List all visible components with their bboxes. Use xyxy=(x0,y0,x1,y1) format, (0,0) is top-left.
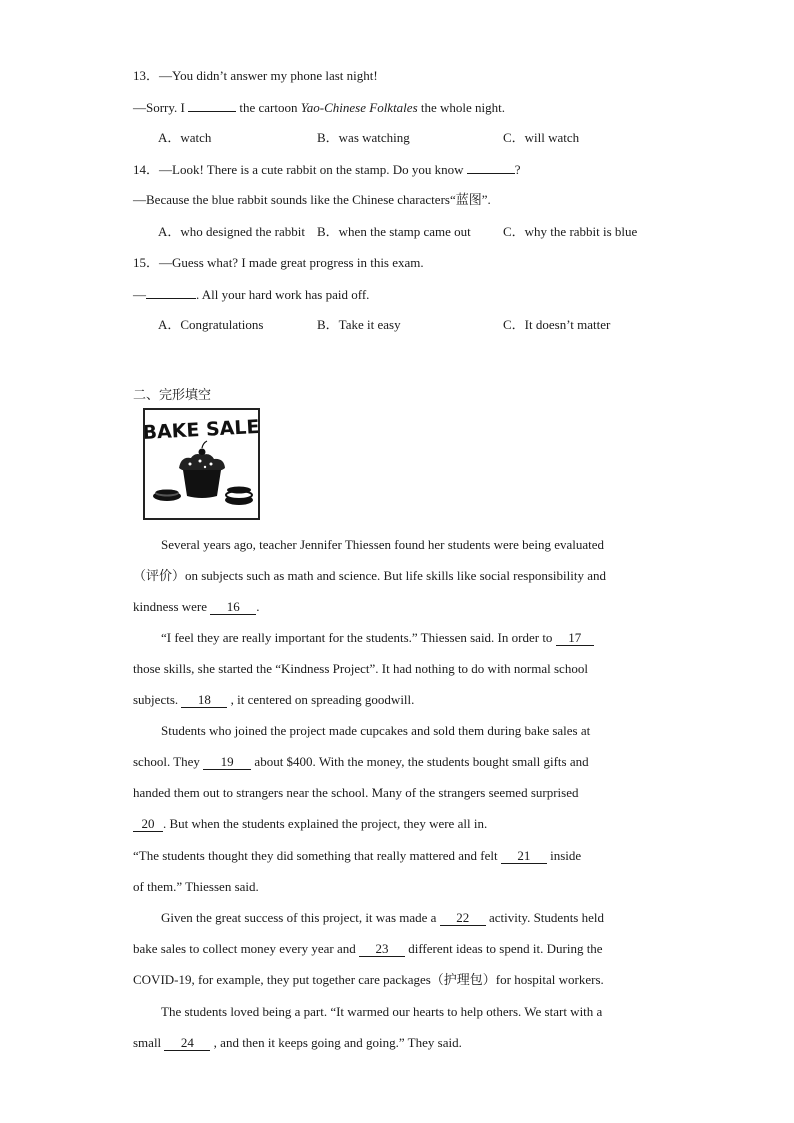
q14-text1-post: ? xyxy=(514,162,521,177)
passage-text: about $400. With the money, the students bought small gifts and xyxy=(251,754,589,769)
q14-number: 14． xyxy=(133,162,160,177)
q13-text1: —You didn’t answer my phone last night! xyxy=(159,68,378,83)
q15-text1: —Guess what? I made great progress in this exam. xyxy=(159,255,424,270)
passage-line-2c xyxy=(133,692,661,708)
cupcake-icon xyxy=(183,470,221,498)
passage-text: inside xyxy=(546,848,582,863)
q15-number: 15． xyxy=(133,255,160,270)
q15-blank[interactable] xyxy=(146,286,196,299)
blank-16[interactable]: 16 xyxy=(210,600,256,615)
passage-text: kindness were xyxy=(133,599,211,614)
q13-text2-post: the whole night. xyxy=(417,100,506,115)
q13-number: 13． xyxy=(133,68,160,83)
passage-text: different ideas to spend it. During the xyxy=(404,941,603,956)
passage-text: . But when the students explained the project, they were all in. xyxy=(163,816,488,831)
q14-option-c[interactable]: C．why the rabbit is blue xyxy=(503,224,638,239)
q13-cartoon-title: Yao-Chinese Folktales xyxy=(300,100,418,115)
passage-text: school. They xyxy=(133,754,204,769)
passage-line-1c xyxy=(133,599,661,615)
bake-sale-illustration xyxy=(145,410,258,518)
passage-line-3a: Students who joined the project made cupcakes and sold them during bake sales at xyxy=(161,723,591,738)
passage-line-5c: COVID-19, for example, they put together care packages（护理包）for hospital workers. xyxy=(133,972,604,987)
passage-line-3d xyxy=(133,816,661,832)
q15-option-b[interactable]: B．Take it easy xyxy=(317,317,401,332)
q14-text1-pre: —Look! There is a cute rabbit on the stamp. Do you know xyxy=(159,162,467,177)
blank-19[interactable]: 19 xyxy=(203,755,251,770)
blank-24[interactable]: 24 xyxy=(164,1036,210,1051)
q15-option-c[interactable]: C．It doesn’t matter xyxy=(503,317,611,332)
q15-line1 xyxy=(133,255,424,271)
q14-line2: —Because the blue rabbit sounds like the Chinese characters“蓝图”. xyxy=(133,192,491,207)
passage-text: , it centered on spreading goodwill. xyxy=(227,692,415,707)
passage-line-4a xyxy=(133,848,661,864)
bake-sale-logo-text: BAKE SALE xyxy=(145,415,258,445)
passage-line-3b xyxy=(133,754,661,770)
blank-21[interactable]: 21 xyxy=(501,849,547,864)
q15-text2-post: . All your hard work has paid off. xyxy=(196,287,370,302)
q13-option-c[interactable]: C．will watch xyxy=(503,130,580,145)
q14-blank[interactable] xyxy=(467,161,515,174)
passage-text: “The students thought they did something that really mattered and felt xyxy=(133,848,501,863)
q13-blank[interactable] xyxy=(188,99,236,112)
passage-line-2a xyxy=(133,630,661,646)
passage-text: “I feel they are really important for the students.” Thiessen said. In order to xyxy=(161,630,556,645)
passage-line-5a xyxy=(133,910,661,926)
blank-22[interactable]: 22 xyxy=(440,911,486,926)
q13-option-a[interactable]: A．watch xyxy=(158,130,212,145)
passage-line-2b: those skills, she started the “Kindness Project”. It had nothing to do with normal school xyxy=(133,661,588,676)
passage-line-4b: of them.” Thiessen said. xyxy=(133,879,259,894)
q15-text2-pre: — xyxy=(133,287,146,302)
passage-line-3c: handed them out to strangers near the school. Many of the strangers seemed surprised xyxy=(133,785,579,800)
q13-text2-pre: —Sorry. I xyxy=(133,100,189,115)
passage-line-6a: The students loved being a part. “It warmed our hearts to help others. We start with a xyxy=(161,1004,603,1019)
passage-text: small xyxy=(133,1035,165,1050)
passage-text: Given the great success of this project, it was made a xyxy=(161,910,440,925)
blank-23[interactable]: 23 xyxy=(359,942,405,957)
passage-text: , and then it keeps going and going.” They said. xyxy=(210,1035,462,1050)
q14-line1 xyxy=(133,161,521,178)
q15-line2 xyxy=(133,286,369,303)
passage-text: . xyxy=(256,599,260,614)
passage-text: subjects. xyxy=(133,692,182,707)
passage-line-6b xyxy=(133,1035,661,1051)
passage-line-5b xyxy=(133,941,661,957)
q13-line2 xyxy=(133,99,505,116)
bake-sale-image xyxy=(143,408,260,520)
blank-18[interactable]: 18 xyxy=(181,693,227,708)
q13-text2-mid: the cartoon xyxy=(236,100,301,115)
passage-line-1a: Several years ago, teacher Jennifer Thiessen found her students were being evaluated xyxy=(161,537,605,552)
q14-option-a[interactable]: A．who designed the rabbit xyxy=(158,224,305,239)
blank-17[interactable]: 17 xyxy=(556,631,594,646)
section-title: 二、完形填空 xyxy=(133,388,212,403)
q13-line1 xyxy=(133,68,378,84)
q13-option-b[interactable]: B．was watching xyxy=(317,130,410,145)
passage-line-1b: （评价）on subjects such as math and science. But life skills like social responsibility and xyxy=(133,568,606,583)
q15-option-a[interactable]: A．Congratulations xyxy=(158,317,264,332)
passage-text: bake sales to collect money every year and xyxy=(133,941,359,956)
q14-option-b[interactable]: B．when the stamp came out xyxy=(317,224,471,239)
passage-text: activity. Students held xyxy=(485,910,604,925)
blank-20[interactable]: 20 xyxy=(133,817,163,832)
frosting-shape xyxy=(179,454,225,472)
